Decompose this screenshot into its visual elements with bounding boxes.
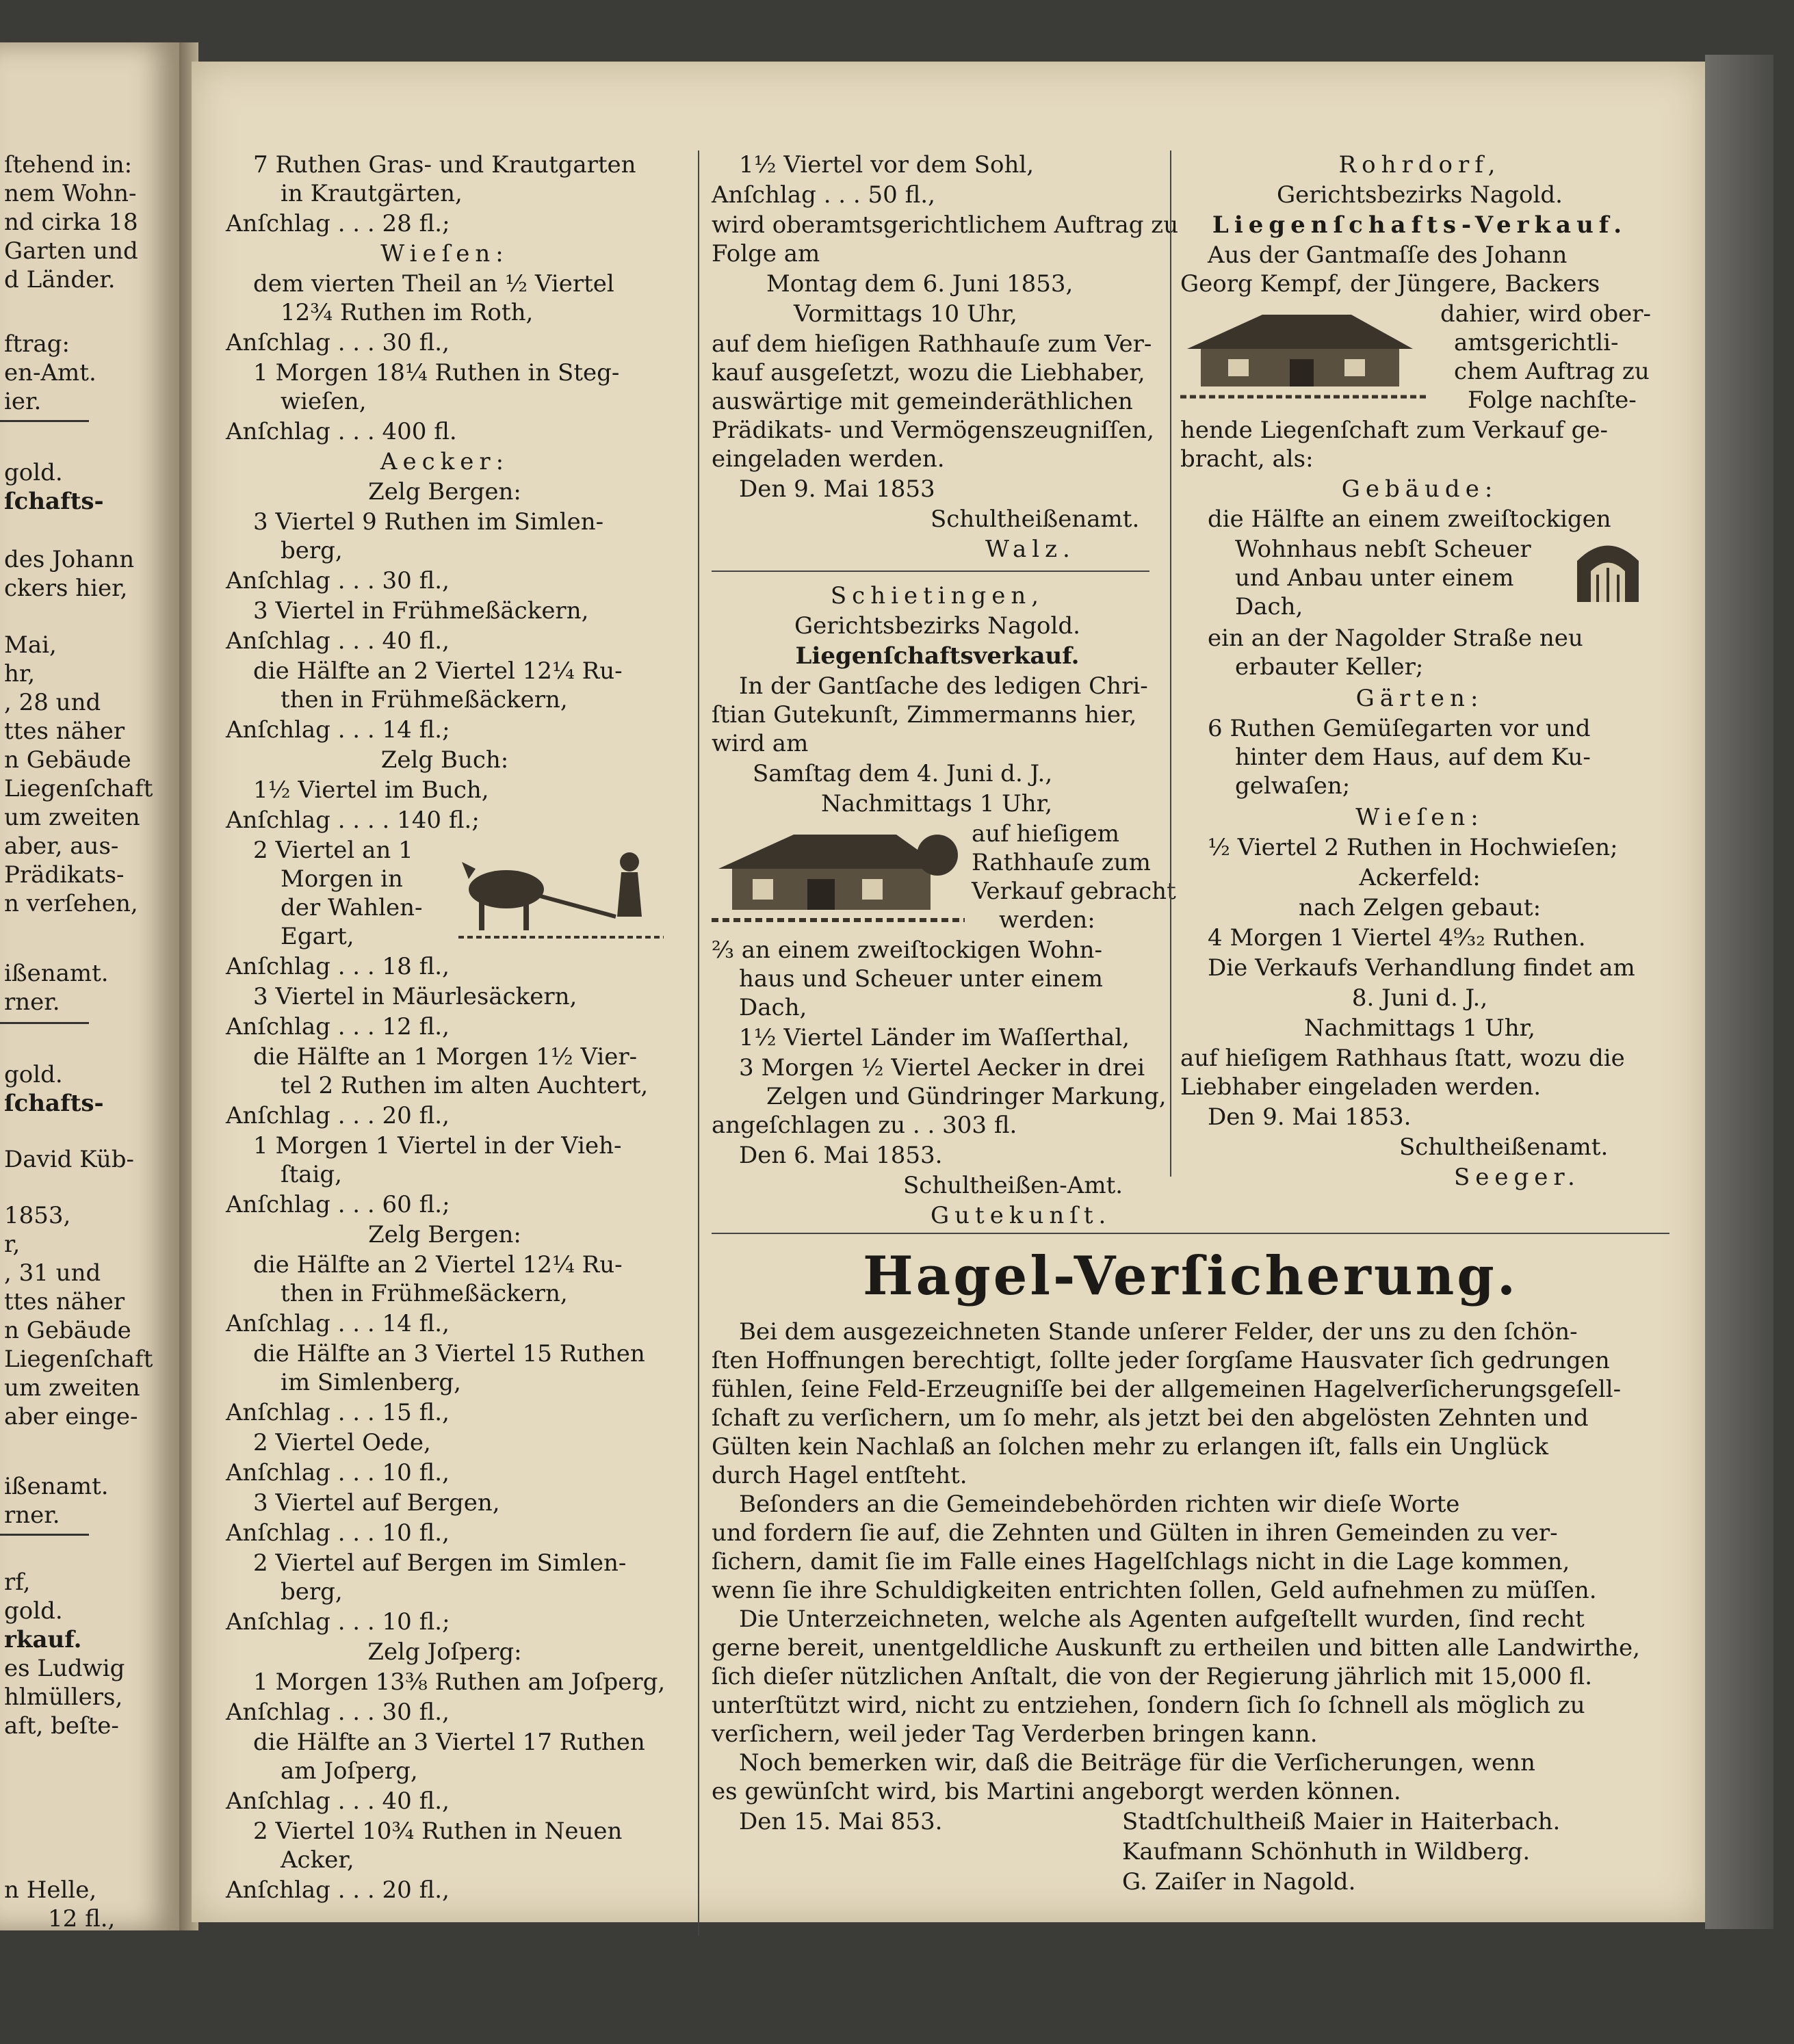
left-text: , 28 und [4, 689, 101, 716]
text-line: ſichern, damit ſie im Falle eines Hagelſchlags nicht in die Lage kommen, [712, 1548, 1570, 1575]
text-line: 3 Morgen ½ Viertel Aecker in drei [739, 1054, 1145, 1082]
text-line: haus und Scheuer unter einem [739, 965, 1104, 993]
text-line: fühlen, ſeine Feld-Erzeugniſſe bei der allgemeinen Hagelverſicherungsgeſell- [712, 1376, 1622, 1403]
text-line: wieſen, [281, 388, 367, 415]
left-text: n Helle, [4, 1876, 97, 1904]
text-line: Rathhauſe zum [972, 849, 1151, 876]
signature-line: Kaufmann Schönhuth in Wildberg. [1122, 1838, 1531, 1865]
text-line: Beſonders an die Gemeindebehörden richten wir dieſe Worte [739, 1491, 1460, 1518]
text-line: 2 Viertel Oede, [253, 1429, 431, 1456]
text-line: Anſchlag . . . 15 fl., [226, 1399, 450, 1426]
text-line: die Hälfte an 3 Viertel 17 Ruthen [253, 1729, 645, 1756]
text-line: Anſchlag . . . 14 fl., [226, 1310, 450, 1337]
text-line: then in Frühmeßäckern, [281, 686, 568, 713]
text-line: Nachmittags 1 Uhr, [821, 790, 1053, 817]
text-line: Anſchlag . . . 30 fl., [226, 567, 450, 594]
text-line: 1 Morgen 1 Viertel in der Vieh- [253, 1132, 622, 1159]
text-line: ſten Hoffnungen berechtigt, ſollte jeder ſorgſame Hausvater ſich gedrungen [712, 1347, 1610, 1374]
text-line: dem vierten Theil an ½ Viertel [253, 270, 614, 298]
text-line: Anſchlag . . . 20 fl., [226, 1102, 450, 1129]
text-line: Morgen in [281, 865, 403, 893]
left-text: gold. [4, 1061, 63, 1088]
signature-line: G. Zaiſer in Nagold. [1122, 1868, 1356, 1896]
text-line: Nachmittags 1 Uhr, [1303, 1014, 1535, 1042]
text-line: 1 Morgen 13⅜ Ruthen am Joſperg, [253, 1668, 666, 1696]
rule [0, 1022, 89, 1024]
left-text: des Johann [4, 546, 135, 573]
text-line: chem Auftrag zu [1454, 358, 1650, 385]
text-line: 4 Morgen 1 Viertel 4⁹⁄₃₂ Ruthen. [1208, 924, 1586, 952]
notice-title: Hagel-Verſicherung. [862, 1245, 1519, 1307]
text-line: ſich dieſer nützlichen Anſtalt, die von der Regierung jährlich mit 15,000 fl. [712, 1663, 1593, 1690]
left-text: , 31 und [4, 1259, 101, 1287]
text-line: es gewünſcht wird, bis Martini angeborgt werden können. [712, 1778, 1401, 1805]
text-line: 1 Morgen 18¼ Ruthen in Steg- [253, 359, 620, 386]
text-line: 12¾ Ruthen im Roth, [281, 299, 534, 326]
text-line: 1½ Viertel Länder im Waſſerthal, [739, 1024, 1130, 1051]
text-line: verſichern, weil jeder Tag Verderben bringen kann. [712, 1720, 1318, 1748]
district-heading: Gerichtsbezirks Nagold. [794, 612, 1080, 640]
text-line: ſchaft zu verſichern, um ſo mehr, als jetzt bei den abgelösten Zehnten und [712, 1404, 1589, 1432]
left-text: n Gebäude [4, 1317, 131, 1344]
newspaper-page [192, 62, 1705, 1922]
signature-office: Schultheißenamt. [931, 506, 1140, 533]
left-text: nem Wohn- [4, 180, 137, 207]
left-text: rkauf. [4, 1626, 82, 1653]
text-line: die Hälfte an einem zweiſtockigen [1208, 506, 1611, 533]
text-line: Anſchlag . . . 14 fl.; [226, 716, 450, 744]
text-line: wird am [712, 730, 809, 757]
text-line: Georg Kempf, der Jüngere, Backers [1180, 270, 1600, 298]
section-rule [712, 1233, 1669, 1234]
text-line: berg, [281, 537, 343, 564]
left-text: n verſehen, [4, 890, 138, 917]
left-text: rner. [4, 988, 60, 1016]
text-line: wird oberamtsgerichtlichem Auftrag zu [712, 211, 1179, 239]
text-line: Samſtag dem 4. Juni d. J., [753, 760, 1053, 787]
date-line: Den 9. Mai 1853. [1208, 1103, 1412, 1131]
left-text: ier. [4, 388, 42, 415]
rule [0, 1534, 89, 1536]
left-text: David Küb- [4, 1146, 134, 1173]
left-text: hr, [4, 660, 36, 687]
text-line: Verkauf gebracht [972, 878, 1176, 905]
house-woodcut-image [1180, 301, 1427, 404]
text-line: 2 Viertel an 1 [253, 837, 413, 864]
text-line: kauf ausgeſetzt, wozu die Liebhaber, [712, 359, 1145, 386]
text-line: dahier, wird ober- [1440, 300, 1651, 328]
place-heading: Schietingen, [830, 582, 1045, 610]
text-line: Die Verkaufs Verhandlung findet am [1208, 954, 1635, 982]
left-text: en-Amt. [4, 359, 96, 386]
text-line: Anſchlag . . . 10 fl., [226, 1459, 450, 1486]
text-line: ½ Viertel 2 Ruthen in Hochwieſen; [1208, 834, 1618, 861]
left-text: rner. [4, 1502, 60, 1529]
left-text: Liegenſchaft [4, 775, 153, 802]
date-line: Den 15. Mai 853. [739, 1808, 943, 1835]
left-text: Mai, [4, 631, 57, 659]
text-line: Gülten kein Nachlaß an ſolchen mehr zu erlangen iſt, falls ein Unglück [712, 1433, 1548, 1460]
text-line: Anſchlag . . . 60 fl.; [226, 1191, 450, 1218]
text-line: die Hälfte an 3 Viertel 15 Ruthen [253, 1340, 645, 1367]
left-text: ſchafts- [4, 488, 104, 515]
text-line: Anſchlag . . . 20 fl., [226, 1876, 450, 1904]
left-text: hlmüllers, [4, 1683, 123, 1711]
text-line: Egart, [281, 923, 354, 950]
section-heading: Gebäude: [1341, 475, 1498, 503]
text-line: die Hälfte an 2 Viertel 12¼ Ru- [253, 657, 623, 685]
signature-office: Schultheißen-Amt. [903, 1172, 1123, 1199]
left-text: rf, [4, 1569, 31, 1596]
text-line: Wohnhaus nebſt Scheuer [1235, 536, 1531, 563]
plough-woodcut-image [458, 841, 664, 944]
left-text: Garten und [4, 237, 138, 265]
text-line: auf hieſigem [972, 820, 1120, 848]
subheading: nach Zelgen gebaut: [1298, 894, 1542, 921]
text-line: auf dem hieſigen Rathhauſe zum Ver- [712, 330, 1152, 358]
text-line: 1½ Viertel im Buch, [253, 776, 489, 804]
text-line: Anſchlag . . . 40 fl., [226, 1787, 450, 1815]
text-line: Anſchlag . . . 28 fl.; [226, 210, 450, 237]
text-line: wenn ſie ihre Schuldigkeiten entrichten ſollen, Geld aufnehmen zu müſſen. [712, 1577, 1597, 1604]
left-text: aber einge- [4, 1403, 138, 1430]
left-text: um zweiten [4, 1374, 140, 1402]
text-line: durch Hagel entſteht. [712, 1462, 967, 1489]
text-line: Prädikats- und Vermögenszeugniſſen, [712, 417, 1154, 444]
subheading: Zelg Joſperg: [367, 1638, 522, 1666]
notice-title: Liegenſchafts-Verkauf. [1212, 211, 1628, 239]
text-line: Zelgen und Gündringer Markung, [766, 1083, 1167, 1110]
subheading: Zelg Bergen: [368, 478, 521, 506]
text-line: 3 Viertel 9 Ruthen im Simlen- [253, 508, 604, 536]
left-text: ſtehend in: [4, 151, 133, 179]
subheading: Zelg Buch: [380, 746, 509, 774]
signature-line: Stadtſchultheiß Maier in Haiterbach. [1122, 1808, 1561, 1835]
text-line: 3 Viertel in Frühmeßäckern, [253, 597, 589, 625]
left-text: 12 fl., [48, 1905, 116, 1930]
text-line: angeſchlagen zu . . 303 fl. [712, 1112, 1017, 1139]
text-line: 3 Viertel auf Bergen, [253, 1489, 500, 1517]
text-line: Anſchlag . . . 30 fl., [226, 329, 450, 356]
text-line: hende Liegenſchaft zum Verkauf ge- [1180, 417, 1609, 444]
text-line: Anſchlag . . . 30 fl., [226, 1699, 450, 1726]
text-line: Liebhaber eingeladen werden. [1180, 1073, 1542, 1101]
text-line: eingeladen werden. [712, 445, 945, 473]
left-text: ttes näher [4, 1288, 125, 1315]
section-rule [712, 571, 1149, 572]
text-line: ⅔ an einem zweiſtockigen Wohn- [712, 936, 1103, 964]
text-line: 2 Viertel 10¾ Ruthen in Neuen [253, 1818, 623, 1845]
left-text: Prädikats- [4, 861, 125, 889]
left-text: ttes näher [4, 718, 125, 745]
left-text: ißenamt. [4, 1473, 109, 1500]
text-line: Anſchlag . . . . 140 fl.; [226, 807, 480, 834]
text-line: Anſchlag . . . 10 fl.; [226, 1608, 450, 1636]
left-text: gold. [4, 459, 63, 486]
text-line: auswärtige mit gemeinderäthlichen [712, 388, 1133, 415]
book-cover-edge [1705, 55, 1773, 1929]
text-line: Acker, [281, 1846, 354, 1874]
text-line: bracht, als: [1180, 445, 1314, 473]
left-text: aber, aus- [4, 833, 119, 860]
column-rule [1170, 150, 1171, 1177]
text-line: werden: [999, 906, 1095, 934]
left-text: ſchafts- [4, 1090, 104, 1117]
section-heading: Wieſen: [1355, 804, 1484, 831]
text-line: Vormittags 10 Uhr, [794, 300, 1017, 328]
rule [0, 420, 89, 422]
section-heading: Wieſen: [380, 240, 509, 267]
text-line: then in Frühmeßäckern, [281, 1280, 568, 1307]
section-heading: Aecker: [380, 448, 510, 475]
text-line: ſtian Gutekunſt, Zimmermanns hier, [712, 701, 1137, 729]
column-rule [698, 150, 699, 1936]
text-line: ſtaig, [281, 1161, 342, 1188]
text-line: Dach, [739, 994, 807, 1021]
farmhouse-woodcut-image [712, 814, 965, 930]
text-line: Folge nachſte- [1468, 386, 1637, 414]
left-text: r, [4, 1231, 21, 1258]
text-line: Anſchlag . . . 400 fl. [226, 418, 457, 445]
text-line: 1½ Viertel vor dem Sohl, [739, 151, 1035, 179]
section-heading: Ackerfeld: [1359, 864, 1481, 891]
signature-name: Gutekunſt. [931, 1202, 1112, 1229]
text-line: hinter dem Haus, auf dem Ku- [1235, 744, 1591, 771]
text-line: Aus der Gantmaſſe des Johann [1208, 241, 1568, 269]
left-text: 1853, [4, 1202, 71, 1229]
date-line: Den 6. Mai 1853. [739, 1142, 943, 1169]
text-line: 8. Juni d. J., [1351, 984, 1488, 1012]
text-line: berg, [281, 1578, 343, 1606]
text-line: und Anbau unter einem [1235, 564, 1514, 592]
text-line: und fordern ſie auf, die Zehnten und Gülten in ihren Gemeinden zu ver- [712, 1519, 1558, 1547]
text-line: Anſchlag . . . 12 fl., [226, 1013, 450, 1040]
text-line: unterſtützt wird, nicht zu entziehen, ſondern ſich ſo ſchnell als möglich zu [712, 1692, 1585, 1719]
text-line: Folge am [712, 240, 820, 267]
text-line: In der Gantſache des ledigen Chri- [739, 672, 1148, 700]
left-page-fragment [0, 42, 179, 1930]
section-heading: Gärten: [1355, 685, 1484, 712]
text-line: Anſchlag . . . 18 fl., [226, 953, 450, 980]
left-text: d Länder. [4, 266, 116, 293]
text-line: 3 Viertel in Mäurlesäckern, [253, 983, 577, 1010]
text-line: die Hälfte an 1 Morgen 1½ Vier- [253, 1043, 638, 1071]
left-text: ftrag: [4, 330, 70, 358]
left-text: Liegenſchaft [4, 1346, 153, 1373]
text-line: ein an der Nagolder Straße neu [1208, 625, 1583, 652]
left-text: es Ludwig [4, 1655, 125, 1682]
left-text: ckers hier, [4, 575, 128, 602]
text-line: 6 Ruthen Gemüſegarten vor und [1208, 715, 1591, 742]
left-text: aft, beſte- [4, 1712, 119, 1740]
district-heading: Gerichtsbezirks Nagold. [1277, 181, 1563, 209]
text-line: 7 Ruthen Gras- und Krautgarten [253, 151, 636, 179]
text-line: der Wahlen- [281, 894, 423, 921]
notice-title: Liegenſchaftsverkauf. [795, 642, 1080, 670]
text-line: Anſchlag . . . 50 fl., [712, 181, 935, 209]
text-line: Anſchlag . . . 10 fl., [226, 1519, 450, 1547]
text-line: erbauter Keller; [1235, 653, 1424, 681]
text-line: Noch bemerken wir, daß die Beiträge für die Verſicherungen, wenn [739, 1749, 1535, 1777]
text-line: gerne bereit, unentgeldliche Auskunft zu ertheilen und bitten alle Landwirthe, [712, 1634, 1640, 1662]
keller-woodcut-image [1570, 534, 1646, 609]
text-line: amtsgerichtli- [1454, 329, 1619, 356]
text-line: gelwaſen; [1235, 772, 1351, 800]
left-text: ißenamt. [4, 960, 109, 987]
text-line: auf hieſigem Rathhaus ſtatt, wozu die [1180, 1045, 1625, 1072]
text-line: die Hälfte an 2 Viertel 12¼ Ru- [253, 1251, 623, 1279]
signature-name: Seeger. [1454, 1164, 1581, 1191]
text-line: tel 2 Ruthen im alten Auchtert, [281, 1072, 649, 1099]
text-line: am Joſperg, [281, 1757, 418, 1785]
text-line: Die Unterzeichneten, welche als Agenten aufgeſtellt wurden, ſind recht [739, 1606, 1585, 1633]
text-line: in Krautgärten, [281, 180, 463, 207]
text-line: 2 Viertel auf Bergen im Simlen- [253, 1549, 627, 1577]
text-line: Bei dem ausgezeichneten Stande unſerer Felder, der uns zu den ſchön- [739, 1318, 1578, 1346]
date-line: Den 9. Mai 1853 [739, 475, 935, 503]
left-text: gold. [4, 1597, 63, 1625]
text-line: Anſchlag . . . 40 fl., [226, 627, 450, 655]
text-line: Montag dem 6. Juni 1853, [766, 270, 1074, 298]
left-text: n Gebäude [4, 746, 131, 774]
subheading: Zelg Bergen: [368, 1221, 521, 1248]
place-heading: Rohrdorf, [1338, 151, 1501, 179]
left-text: um zweiten [4, 804, 140, 831]
text-line: im Simlenberg, [281, 1369, 461, 1396]
text-line: Dach, [1235, 593, 1303, 620]
signature-office: Schultheißenamt. [1399, 1134, 1609, 1161]
left-text: nd cirka 18 [4, 209, 138, 236]
signature-name: Walz. [985, 536, 1076, 563]
